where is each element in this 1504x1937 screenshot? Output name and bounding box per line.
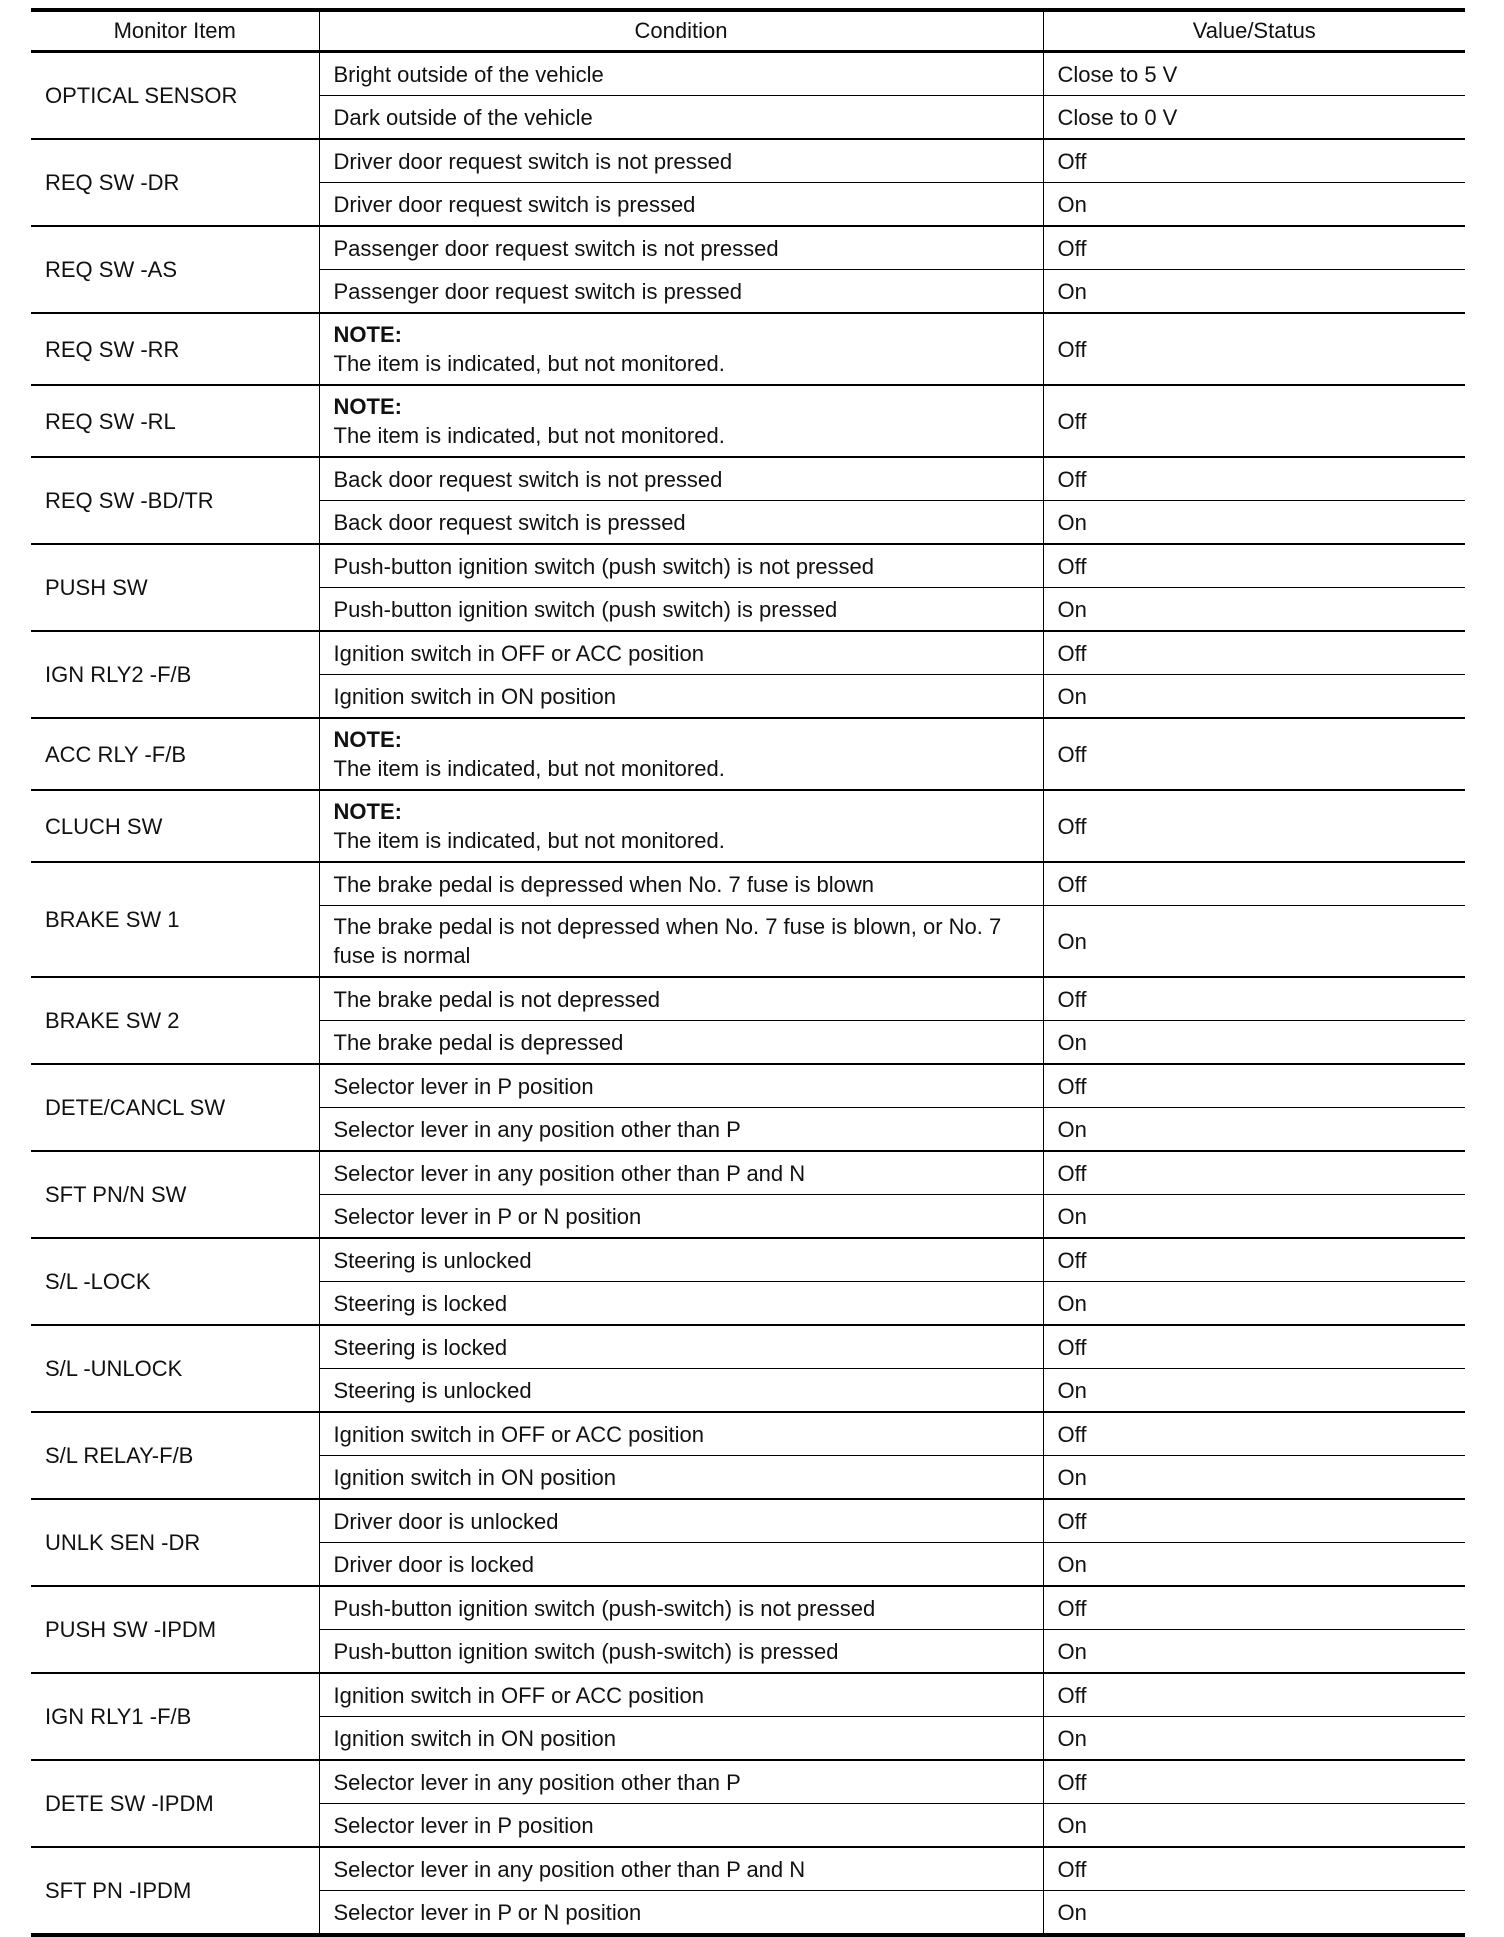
condition-cell: [319, 718, 1043, 790]
monitor-item-cell: PUSH SW -IPDM: [31, 1586, 319, 1673]
value-status-cell: Off: [1043, 1499, 1465, 1543]
condition-cell: The brake pedal is depressed: [319, 1021, 1043, 1065]
monitor-item-cell: S/L -LOCK: [31, 1238, 319, 1325]
value-status-cell: Off: [1043, 544, 1465, 588]
value-status-cell: Off: [1043, 1586, 1465, 1630]
monitor-item-cell: REQ SW -RR: [31, 313, 319, 385]
table-row: [31, 457, 1465, 501]
value-status-cell: On: [1043, 1717, 1465, 1761]
value-status-cell: On: [1043, 1282, 1465, 1326]
condition-cell: Selector lever in P or N position: [319, 1891, 1043, 1936]
monitor-item-cell: BRAKE SW 2: [31, 977, 319, 1064]
value-status-cell: On: [1043, 1108, 1465, 1152]
note-label: NOTE:: [333, 394, 402, 419]
value-status-cell: Off: [1043, 457, 1465, 501]
table-row: [31, 385, 1465, 457]
value-status-cell: On: [1043, 1195, 1465, 1239]
table-row: [31, 718, 1465, 790]
condition-cell: Back door request switch is not pressed: [319, 457, 1043, 501]
value-status-cell: Close to 5 V: [1043, 52, 1465, 96]
monitor-item-cell: DETE SW -IPDM: [31, 1760, 319, 1847]
condition-cell: The brake pedal is depressed when No. 7 fuse is blown: [319, 862, 1043, 906]
value-status-cell: Off: [1043, 385, 1465, 457]
value-status-cell: Off: [1043, 1412, 1465, 1456]
condition-cell: Driver door is unlocked: [319, 1499, 1043, 1543]
condition-cell: Ignition switch in OFF or ACC position: [319, 631, 1043, 675]
monitor-item-cell: DETE/CANCL SW: [31, 1064, 319, 1151]
value-status-cell: On: [1043, 906, 1465, 978]
value-status-cell: Off: [1043, 718, 1465, 790]
condition-cell: Steering is unlocked: [319, 1369, 1043, 1413]
condition-cell: Steering is locked: [319, 1282, 1043, 1326]
condition-cell: Driver door request switch is not pressed: [319, 139, 1043, 183]
table-row: [31, 1064, 1465, 1108]
table-row: [31, 52, 1465, 96]
condition-cell: The brake pedal is not depressed: [319, 977, 1043, 1021]
value-status-cell: Off: [1043, 1673, 1465, 1717]
condition-cell: [319, 790, 1043, 862]
value-status-cell: Off: [1043, 1325, 1465, 1369]
table-row: [31, 1151, 1465, 1195]
condition-cell: Push-button ignition switch (push switch) is not pressed: [319, 544, 1043, 588]
table-row: [31, 1847, 1465, 1891]
condition-cell: Selector lever in P position: [319, 1064, 1043, 1108]
value-status-cell: On: [1043, 1543, 1465, 1587]
note-text: The item is indicated, but not monitored.: [333, 351, 725, 376]
condition-cell: Ignition switch in OFF or ACC position: [319, 1412, 1043, 1456]
table-row: [31, 313, 1465, 385]
condition-cell: Ignition switch in OFF or ACC position: [319, 1673, 1043, 1717]
monitor-item-cell: UNLK SEN -DR: [31, 1499, 319, 1586]
condition-cell: Push-button ignition switch (push-switch) is pressed: [319, 1630, 1043, 1674]
value-status-cell: On: [1043, 1369, 1465, 1413]
condition-cell: Driver door is locked: [319, 1543, 1043, 1587]
table-row: [31, 631, 1465, 675]
table-row: [31, 1673, 1465, 1717]
monitor-item-cell: REQ SW -DR: [31, 139, 319, 226]
condition-cell: [319, 385, 1043, 457]
table-row: [31, 1760, 1465, 1804]
condition-cell: Push-button ignition switch (push-switch) is not pressed: [319, 1586, 1043, 1630]
table-row: [31, 1238, 1465, 1282]
monitor-item-cell: PUSH SW: [31, 544, 319, 631]
value-status-cell: Off: [1043, 139, 1465, 183]
monitor-item-cell: SFT PN/N SW: [31, 1151, 319, 1238]
value-status-cell: Off: [1043, 790, 1465, 862]
condition-cell: Driver door request switch is pressed: [319, 183, 1043, 227]
monitor-item-cell: SFT PN -IPDM: [31, 1847, 319, 1935]
condition-cell: Selector lever in P position: [319, 1804, 1043, 1848]
monitor-item-cell: REQ SW -BD/TR: [31, 457, 319, 544]
condition-cell: Selector lever in P or N position: [319, 1195, 1043, 1239]
table-row: [31, 1412, 1465, 1456]
value-status-cell: On: [1043, 1804, 1465, 1848]
header-condition: Condition: [319, 10, 1043, 52]
table-row: [31, 1499, 1465, 1543]
condition-cell: Selector lever in any position other than P and N: [319, 1847, 1043, 1891]
condition-cell: Passenger door request switch is not pressed: [319, 226, 1043, 270]
note-label: NOTE:: [333, 799, 402, 824]
condition-cell: Back door request switch is pressed: [319, 501, 1043, 545]
value-status-cell: On: [1043, 1456, 1465, 1500]
value-status-cell: On: [1043, 1891, 1465, 1936]
value-status-cell: Close to 0 V: [1043, 96, 1465, 140]
table-row: [31, 226, 1465, 270]
note-label: NOTE:: [333, 727, 402, 752]
value-status-cell: Off: [1043, 1064, 1465, 1108]
table-row: [31, 1325, 1465, 1369]
table-row: [31, 1586, 1465, 1630]
monitor-item-cell: REQ SW -RL: [31, 385, 319, 457]
value-status-cell: Off: [1043, 862, 1465, 906]
value-status-cell: On: [1043, 588, 1465, 632]
value-status-cell: Off: [1043, 1151, 1465, 1195]
header-value-status: Value/Status: [1043, 10, 1465, 52]
table-row: [31, 862, 1465, 906]
monitor-item-cell: CLUCH SW: [31, 790, 319, 862]
table-row: [31, 790, 1465, 862]
monitor-item-cell: ACC RLY -F/B: [31, 718, 319, 790]
table-row: [31, 977, 1465, 1021]
condition-cell: Steering is locked: [319, 1325, 1043, 1369]
value-status-cell: On: [1043, 675, 1465, 719]
monitor-item-cell: S/L RELAY-F/B: [31, 1412, 319, 1499]
condition-cell: Ignition switch in ON position: [319, 675, 1043, 719]
note-text: The item is indicated, but not monitored.: [333, 828, 725, 853]
header-monitor-item: Monitor Item: [31, 10, 319, 52]
condition-cell: Bright outside of the vehicle: [319, 52, 1043, 96]
value-status-cell: Off: [1043, 1760, 1465, 1804]
condition-cell: [319, 313, 1043, 385]
note-text: The item is indicated, but not monitored.: [333, 756, 725, 781]
value-status-cell: On: [1043, 270, 1465, 314]
value-status-cell: On: [1043, 501, 1465, 545]
condition-cell: Steering is unlocked: [319, 1238, 1043, 1282]
condition-cell: Passenger door request switch is pressed: [319, 270, 1043, 314]
note-text: The item is indicated, but not monitored.: [333, 423, 725, 448]
value-status-cell: Off: [1043, 631, 1465, 675]
table-row: [31, 139, 1465, 183]
value-status-cell: Off: [1043, 1847, 1465, 1891]
condition-cell: Selector lever in any position other than P: [319, 1108, 1043, 1152]
condition-cell: The brake pedal is not depressed when No. 7 fuse is blown, or No. 7 fuse is normal: [319, 906, 1043, 978]
monitor-item-cell: BRAKE SW 1: [31, 862, 319, 977]
value-status-cell: Off: [1043, 977, 1465, 1021]
value-status-cell: Off: [1043, 1238, 1465, 1282]
condition-cell: Selector lever in any position other than P: [319, 1760, 1043, 1804]
monitor-table: [31, 8, 1465, 1937]
table-row: [31, 544, 1465, 588]
value-status-cell: Off: [1043, 226, 1465, 270]
header-row: [31, 10, 1465, 52]
monitor-item-cell: IGN RLY1 -F/B: [31, 1673, 319, 1760]
note-label: NOTE:: [333, 322, 402, 347]
monitor-item-cell: S/L -UNLOCK: [31, 1325, 319, 1412]
value-status-cell: On: [1043, 1630, 1465, 1674]
value-status-cell: Off: [1043, 313, 1465, 385]
condition-cell: Dark outside of the vehicle: [319, 96, 1043, 140]
value-status-cell: On: [1043, 1021, 1465, 1065]
condition-cell: Push-button ignition switch (push switch) is pressed: [319, 588, 1043, 632]
condition-cell: Selector lever in any position other than P and N: [319, 1151, 1043, 1195]
condition-cell: Ignition switch in ON position: [319, 1456, 1043, 1500]
monitor-item-cell: IGN RLY2 -F/B: [31, 631, 319, 718]
monitor-item-cell: OPTICAL SENSOR: [45, 83, 238, 108]
monitor-item-cell: REQ SW -AS: [31, 226, 319, 313]
condition-cell: Ignition switch in ON position: [319, 1717, 1043, 1761]
value-status-cell: On: [1043, 183, 1465, 227]
table-body: [31, 52, 1465, 1936]
